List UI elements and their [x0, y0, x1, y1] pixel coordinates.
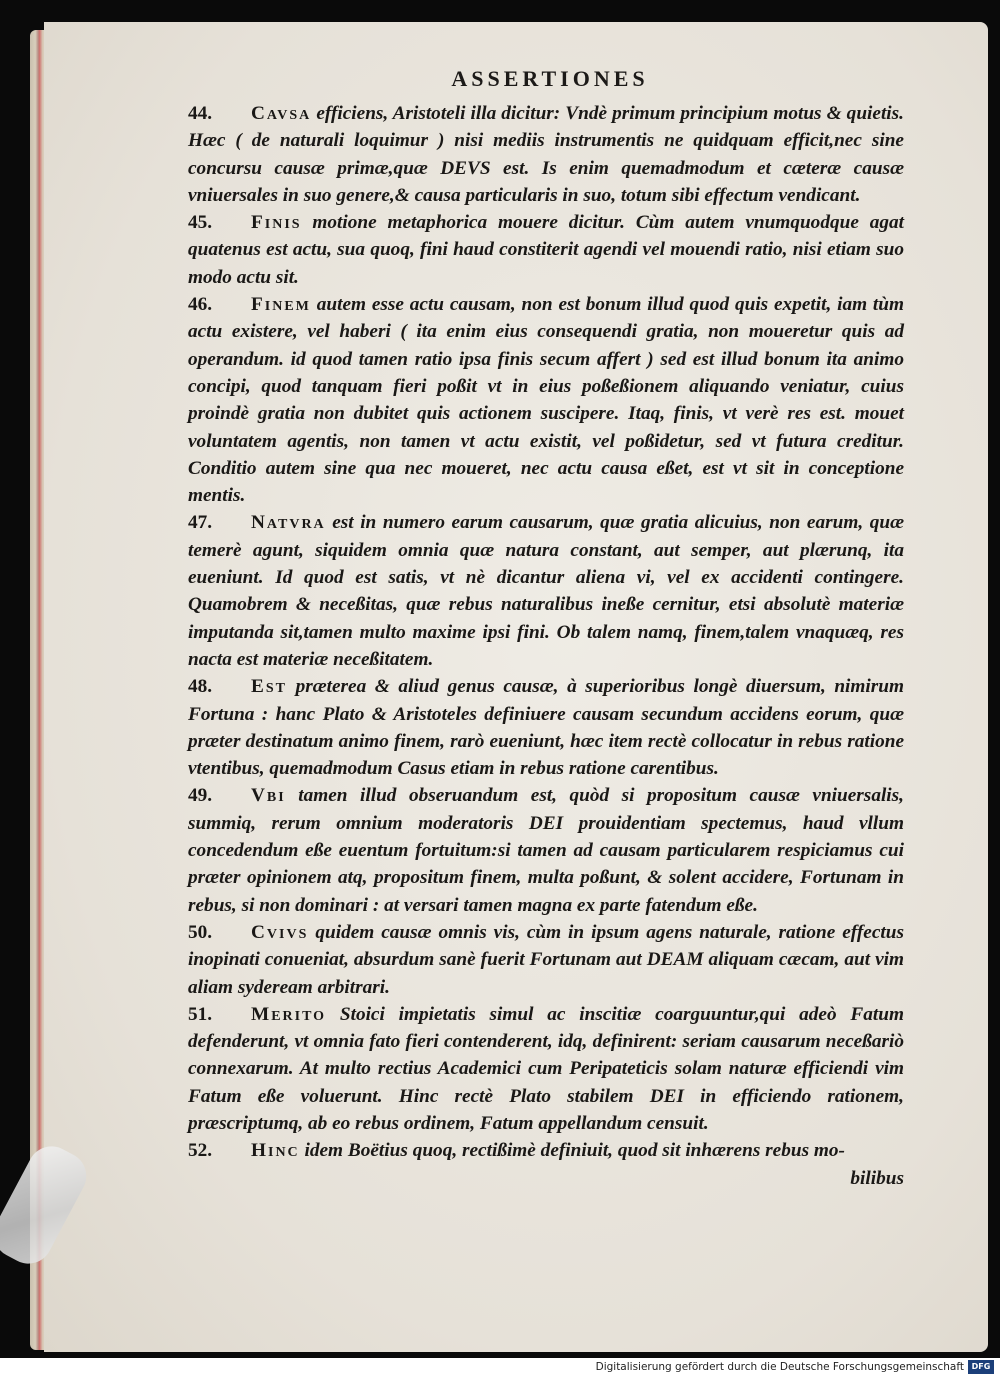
paragraph-number: 49.: [188, 785, 213, 807]
paragraph-number: 46.: [188, 294, 213, 316]
paragraph-text: Stoici impietatis simul ac inscitiæ coarguuntur,qui adeò Fatum defenderunt, vt omnia fato fieri contenderent, idq, definirent: seriam causarum neceßariò connexarum. At multo rectius Academici cum Peripateticis solam naturæ efficiendi vim Fatum eße voluerunt. Hinc rectè Plato stabilem DEI in efficiendo rationem, præscriptumq, ab eo rebus ordinem, Fatum appellandum censuit.: [188, 1003, 904, 1134]
lead-word: Natvra: [251, 512, 326, 534]
lead-word: Finis: [251, 212, 302, 234]
paragraph-text: quidem causæ omnis vis, cùm in ipsum agens naturale, ratione effectus inopinati conueniat, absurdum sanè fuerit Fortunam aut DEAM aliquam cæcam, aut vim aliam sydeream arbitrari.: [188, 921, 904, 998]
lead-word: Cavsa: [251, 103, 312, 124]
text-block: [188, 100, 904, 1192]
paragraph-text: efficiens, Aristoteli illa dicitur: Vndè primum principium motus & quietis. Hæc ( de naturali loquimur ) nisi mediis instrumentis ne quidquam efficit,nec sine concursu causæ primæ,quæ DEVS est. Is enim quemadmodum et cæteræ causæ vniuersales in suo genere,& causa particularis in suo, totum sibi effectum vendicant.: [188, 103, 904, 206]
paragraph-number: 51.: [188, 1003, 213, 1025]
paragraph-text: est in numero earum causarum, quæ gratia alicuius, non earum, quæ temerè agunt, siquidem omnia quæ natura constant, aut semper, aut plærunq, ita eueniunt. Id quod est satis, vt nè dicantur aliena vi, vel ex accidenti contingere. Quamobrem & neceßitas, quæ rebus naturalibus ineße cernitur, etsi absolutè materiæ imputanda sit,tamen multo maxime ipsi fini. Ob talem namq, finem,talem vnaquæq, res nacta est materiæ neceßitatem.: [188, 512, 905, 670]
paragraph-52: [188, 1137, 904, 1164]
paragraph-51: [188, 1001, 904, 1137]
paragraph-46: [188, 291, 904, 509]
footer-credit: Digitalisierung gefördert durch die Deutsche Forschungsgemeinschaft: [595, 1361, 964, 1373]
paragraph-number: 45.: [188, 212, 213, 234]
paragraph-number: 47.: [188, 512, 213, 534]
lead-word: Merito: [251, 1003, 327, 1025]
paragraph-number: 52.: [188, 1140, 213, 1162]
running-head: ASSERTIONES: [451, 66, 649, 91]
paragraph-number: 44.: [188, 103, 213, 124]
lead-word: Est: [251, 676, 287, 698]
paragraph-text: motione metaphorica mouere dicitur. Cùm autem vnumquodque agat quatenus est actu, sua quoq, fini haud constiterit agendi vel mouendi ratio, nisi etiam suo modo actu sit.: [188, 212, 904, 288]
paragraph-text: idem Boëtius quoq, rectißimè definiuit, quod sit inhærens rebus mo-: [304, 1140, 845, 1162]
lead-word: Finem: [251, 294, 311, 316]
paragraph-text: tamen illud obseruandum est, quòd si propositum causæ vniuersalis, summiq, rerum omnium moderatoris DEI prouidentiam spectemus, haud vllum concedendum eße euentum fortuitum:si tamen ad causam particularem respiciamus cui præter opinionem atq, propositum finem, multa poßunt, & solent accidere, Fortunam in rebus, si non dominari : at versari tamen magna ex parte fatendum eße.: [188, 785, 904, 916]
paragraph-text: autem esse actu causam, non est bonum illud quod quis expetit, iam tùm actu existere, vel haberi ( ita enim eius consequendi gratia, non moueretur quis ad operandum. id quod tamen ratio ipsa finis secum affert ) sed est illud bonum ita animo concipi, quod tanquam fieri poßit vt in eius poßeßionem aliquando veniatur, cuius proindè gratia non dubitet quis actionem suscipere. Itaq, finis, vt verè res est. mouet voluntatem agentis, non tamen vt actu existit, vel poßidetur, sed vt futura creditur. Conditio autem sine qua nec moueret, nec actu causa eßet, est vt sit in conceptione mentis.: [188, 294, 904, 507]
lead-word: Hinc: [251, 1140, 300, 1162]
paragraph-number: 50.: [188, 921, 213, 943]
paragraph-47: [188, 509, 904, 673]
paragraph-text: præterea & aliud genus causæ, à superioribus longè diuersum, nimirum Fortuna : hanc Plato & Aristoteles definiuere causam secundum accidens eorum, quæ præter destinatum animo finem, rarò eueniunt, hæc item rectè collocatur in rebus ratione vtentibus, quemadmodum Casus etiam in rebus ratione carentibus.: [188, 676, 904, 780]
paragraph-44: [188, 100, 904, 209]
catchword: bilibus: [850, 1167, 904, 1189]
paragraph-48: [188, 673, 904, 782]
paragraph-49: [188, 782, 904, 918]
paragraph-50: [188, 919, 904, 1001]
dfg-logo-icon: DFG: [968, 1360, 994, 1374]
paragraph-45: [188, 209, 904, 291]
paragraph-number: 48.: [188, 676, 213, 698]
lead-word: Vbi: [251, 785, 286, 807]
lead-word: Cvivs: [251, 921, 309, 943]
